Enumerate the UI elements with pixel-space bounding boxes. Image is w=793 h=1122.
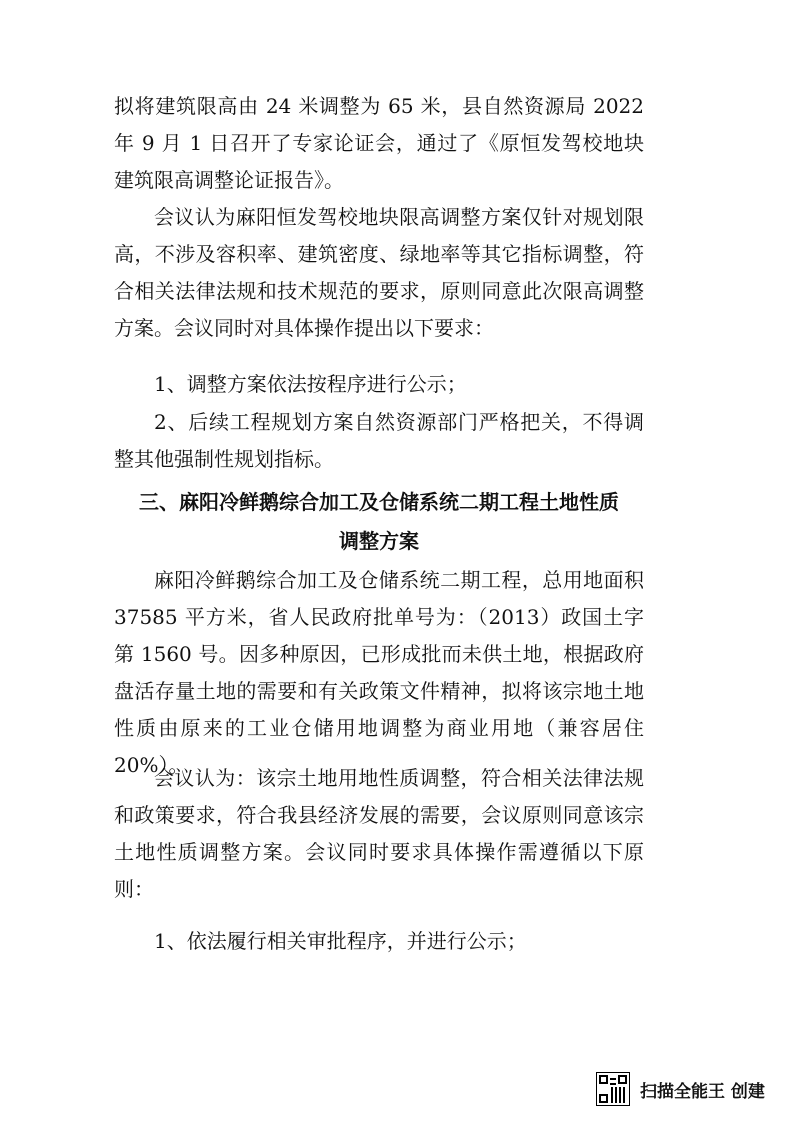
section-heading-line-2: 调整方案 [339, 529, 419, 553]
scanner-label: 扫描全能王 创建 [640, 1081, 765, 1102]
paragraph-requirement-1: 1、调整方案依法按程序进行公示； [154, 372, 467, 396]
qr-code-icon [596, 1072, 630, 1106]
section-heading-line-1: 三、麻阳冷鲜鹅综合加工及仓储系统二期工程土地性质 [139, 490, 619, 514]
scanner-watermark [596, 1072, 765, 1106]
paragraph-section-body: 麻阳冷鲜鹅综合加工及仓储系统二期工程，总用地面积 37585 平方米，省人民政府批单号为：（2013）政国土字第 1560 号。因多种原因，已形成批而未供土地，根据政府盘活存量土地的需要和有关政策文件精神，拟将该宗地土地性质由原来的工业仓储用地调整为商业用地（兼容居住 20%）。 [114, 568, 644, 777]
paragraph-1: 拟将建筑限高由 24 米调整为 65 米，县自然资源局 2022 年 9 月 1 日召开了专家论证会，通过了《原恒发驾校地块建筑限高调整论证报告》。 [114, 94, 644, 192]
paragraph-2: 会议认为麻阳恒发驾校地块限高调整方案仅针对规划限高，不涉及容积率、建筑密度、绿地率等其它指标调整，符合相关法律法规和技术规范的要求，原则同意此次限高调整方案。会议同时对具体操作提出以下要求： [114, 205, 644, 340]
paragraph-meeting-opinion: 会议认为：该宗土地用地性质调整，符合相关法律法规和政策要求，符合我县经济发展的需要，会议原则同意该宗土地性质调整方案。会议同时要求具体操作需遵循以下原则： [114, 766, 644, 901]
paragraph-principle-1: 1、依法履行相关审批程序，并进行公示； [154, 929, 527, 953]
paragraph-requirement-2: 2、后续工程规划方案自然资源部门严格把关，不得调整其他强制性规划指标。 [114, 410, 644, 471]
